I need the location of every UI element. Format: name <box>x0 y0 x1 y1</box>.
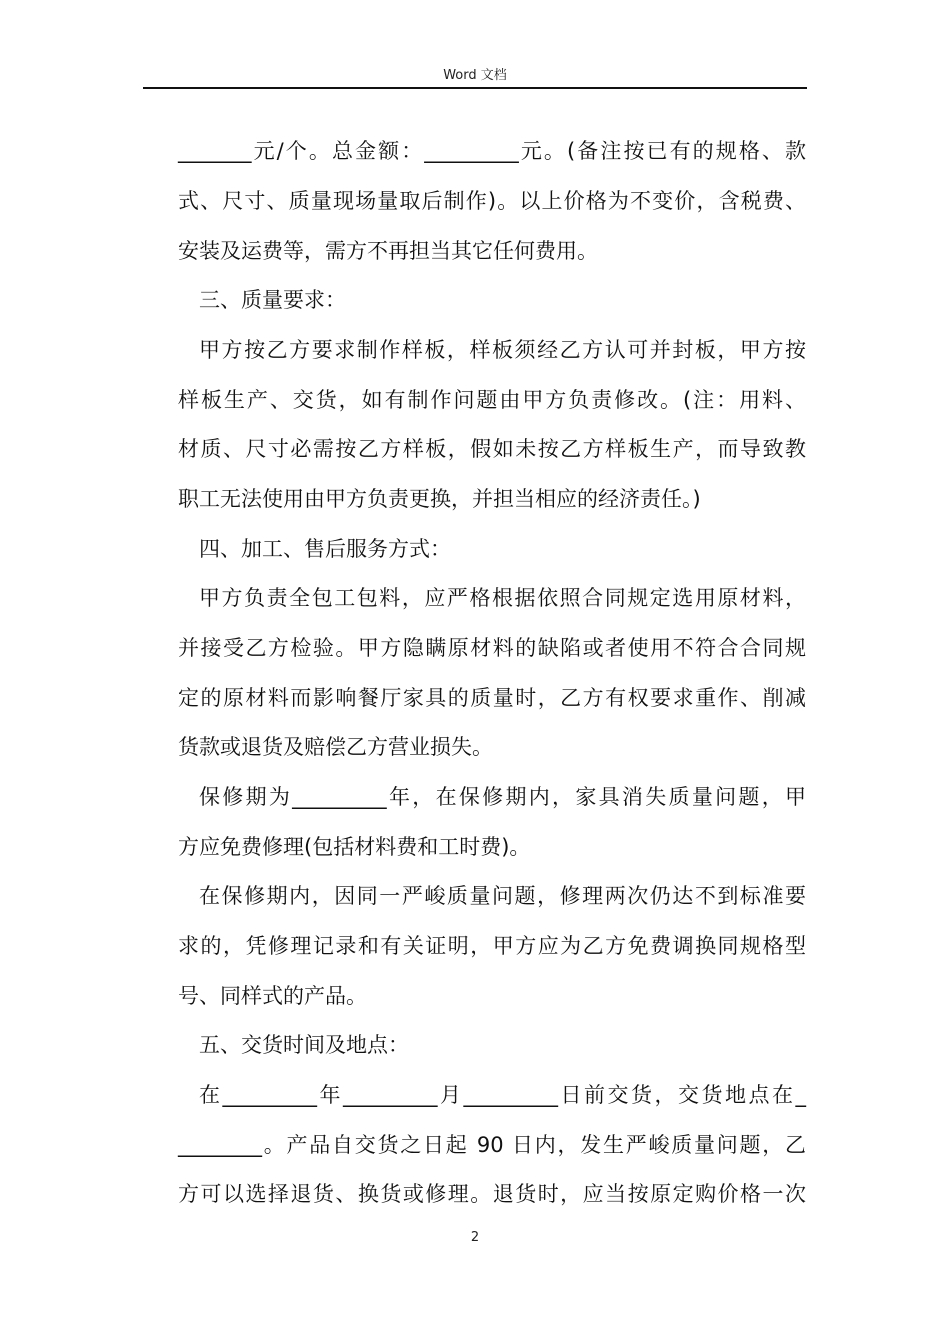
body-line: 货款或退货及赔偿乙方营业损失。 <box>178 735 493 759</box>
body-line: 在保修期内，因同一严峻质量问题，修理两次仍达不到标准要 <box>199 884 806 908</box>
body-line: 号、同样式的产品。 <box>178 984 367 1008</box>
body-line: 方可以选择退货、换货或修理。退货时，应当按原定购价格一次 <box>178 1182 806 1206</box>
body-line: 定的原材料而影响餐厅家具的质量时，乙方有权要求重作、削减 <box>178 686 806 710</box>
body-line: 安装及运费等，需方不再担当其它任何费用。 <box>178 239 598 263</box>
body-line: 职工无法使用由甲方负责更换，并担当相应的经济责任。) <box>178 487 701 511</box>
body-line: ________。产品自交货之日起 90 日内，发生严峻质量问题，乙 <box>178 1133 806 1157</box>
body-line: 样板生产、交货，如有制作问题由甲方负责修改。(注：用料、 <box>178 388 806 412</box>
body-line: 方应免费修理(包括材料费和工时费)。 <box>178 835 531 859</box>
body-line: 保修期为_________年，在保修期内，家具消失质量问题，甲 <box>199 785 806 809</box>
page-number: 2 <box>470 1230 480 1245</box>
page-header-title: Word 文档 <box>443 68 507 83</box>
body-line: 求的，凭修理记录和有关证明，甲方应为乙方免费调换同规格型 <box>178 934 806 958</box>
section-heading: 三、质量要求： <box>199 288 346 312</box>
body-line: 并接受乙方检验。甲方隐瞒原材料的缺陷或者使用不符合合同规 <box>178 636 806 660</box>
section-heading: 四、加工、售后服务方式： <box>199 537 451 561</box>
body-line: 在_________年_________月_________日前交货，交货地点在_ <box>199 1083 806 1107</box>
body-line: 甲方按乙方要求制作样板，样板须经乙方认可并封板，甲方按 <box>199 338 806 362</box>
section-heading: 五、交货时间及地点： <box>199 1033 409 1057</box>
body-line: 材质、尺寸必需按乙方样板，假如未按乙方样板生产，而导致教 <box>178 437 806 461</box>
header-divider <box>143 87 807 89</box>
body-line: _______元/个。总金额：_________元。(备注按已有的规格、款 <box>178 139 806 163</box>
body-line: 式、尺寸、质量现场量取后制作)。以上价格为不变价，含税费、 <box>178 189 806 213</box>
body-line: 甲方负责全包工包料，应严格根据依照合同规定选用原材料， <box>199 586 806 610</box>
